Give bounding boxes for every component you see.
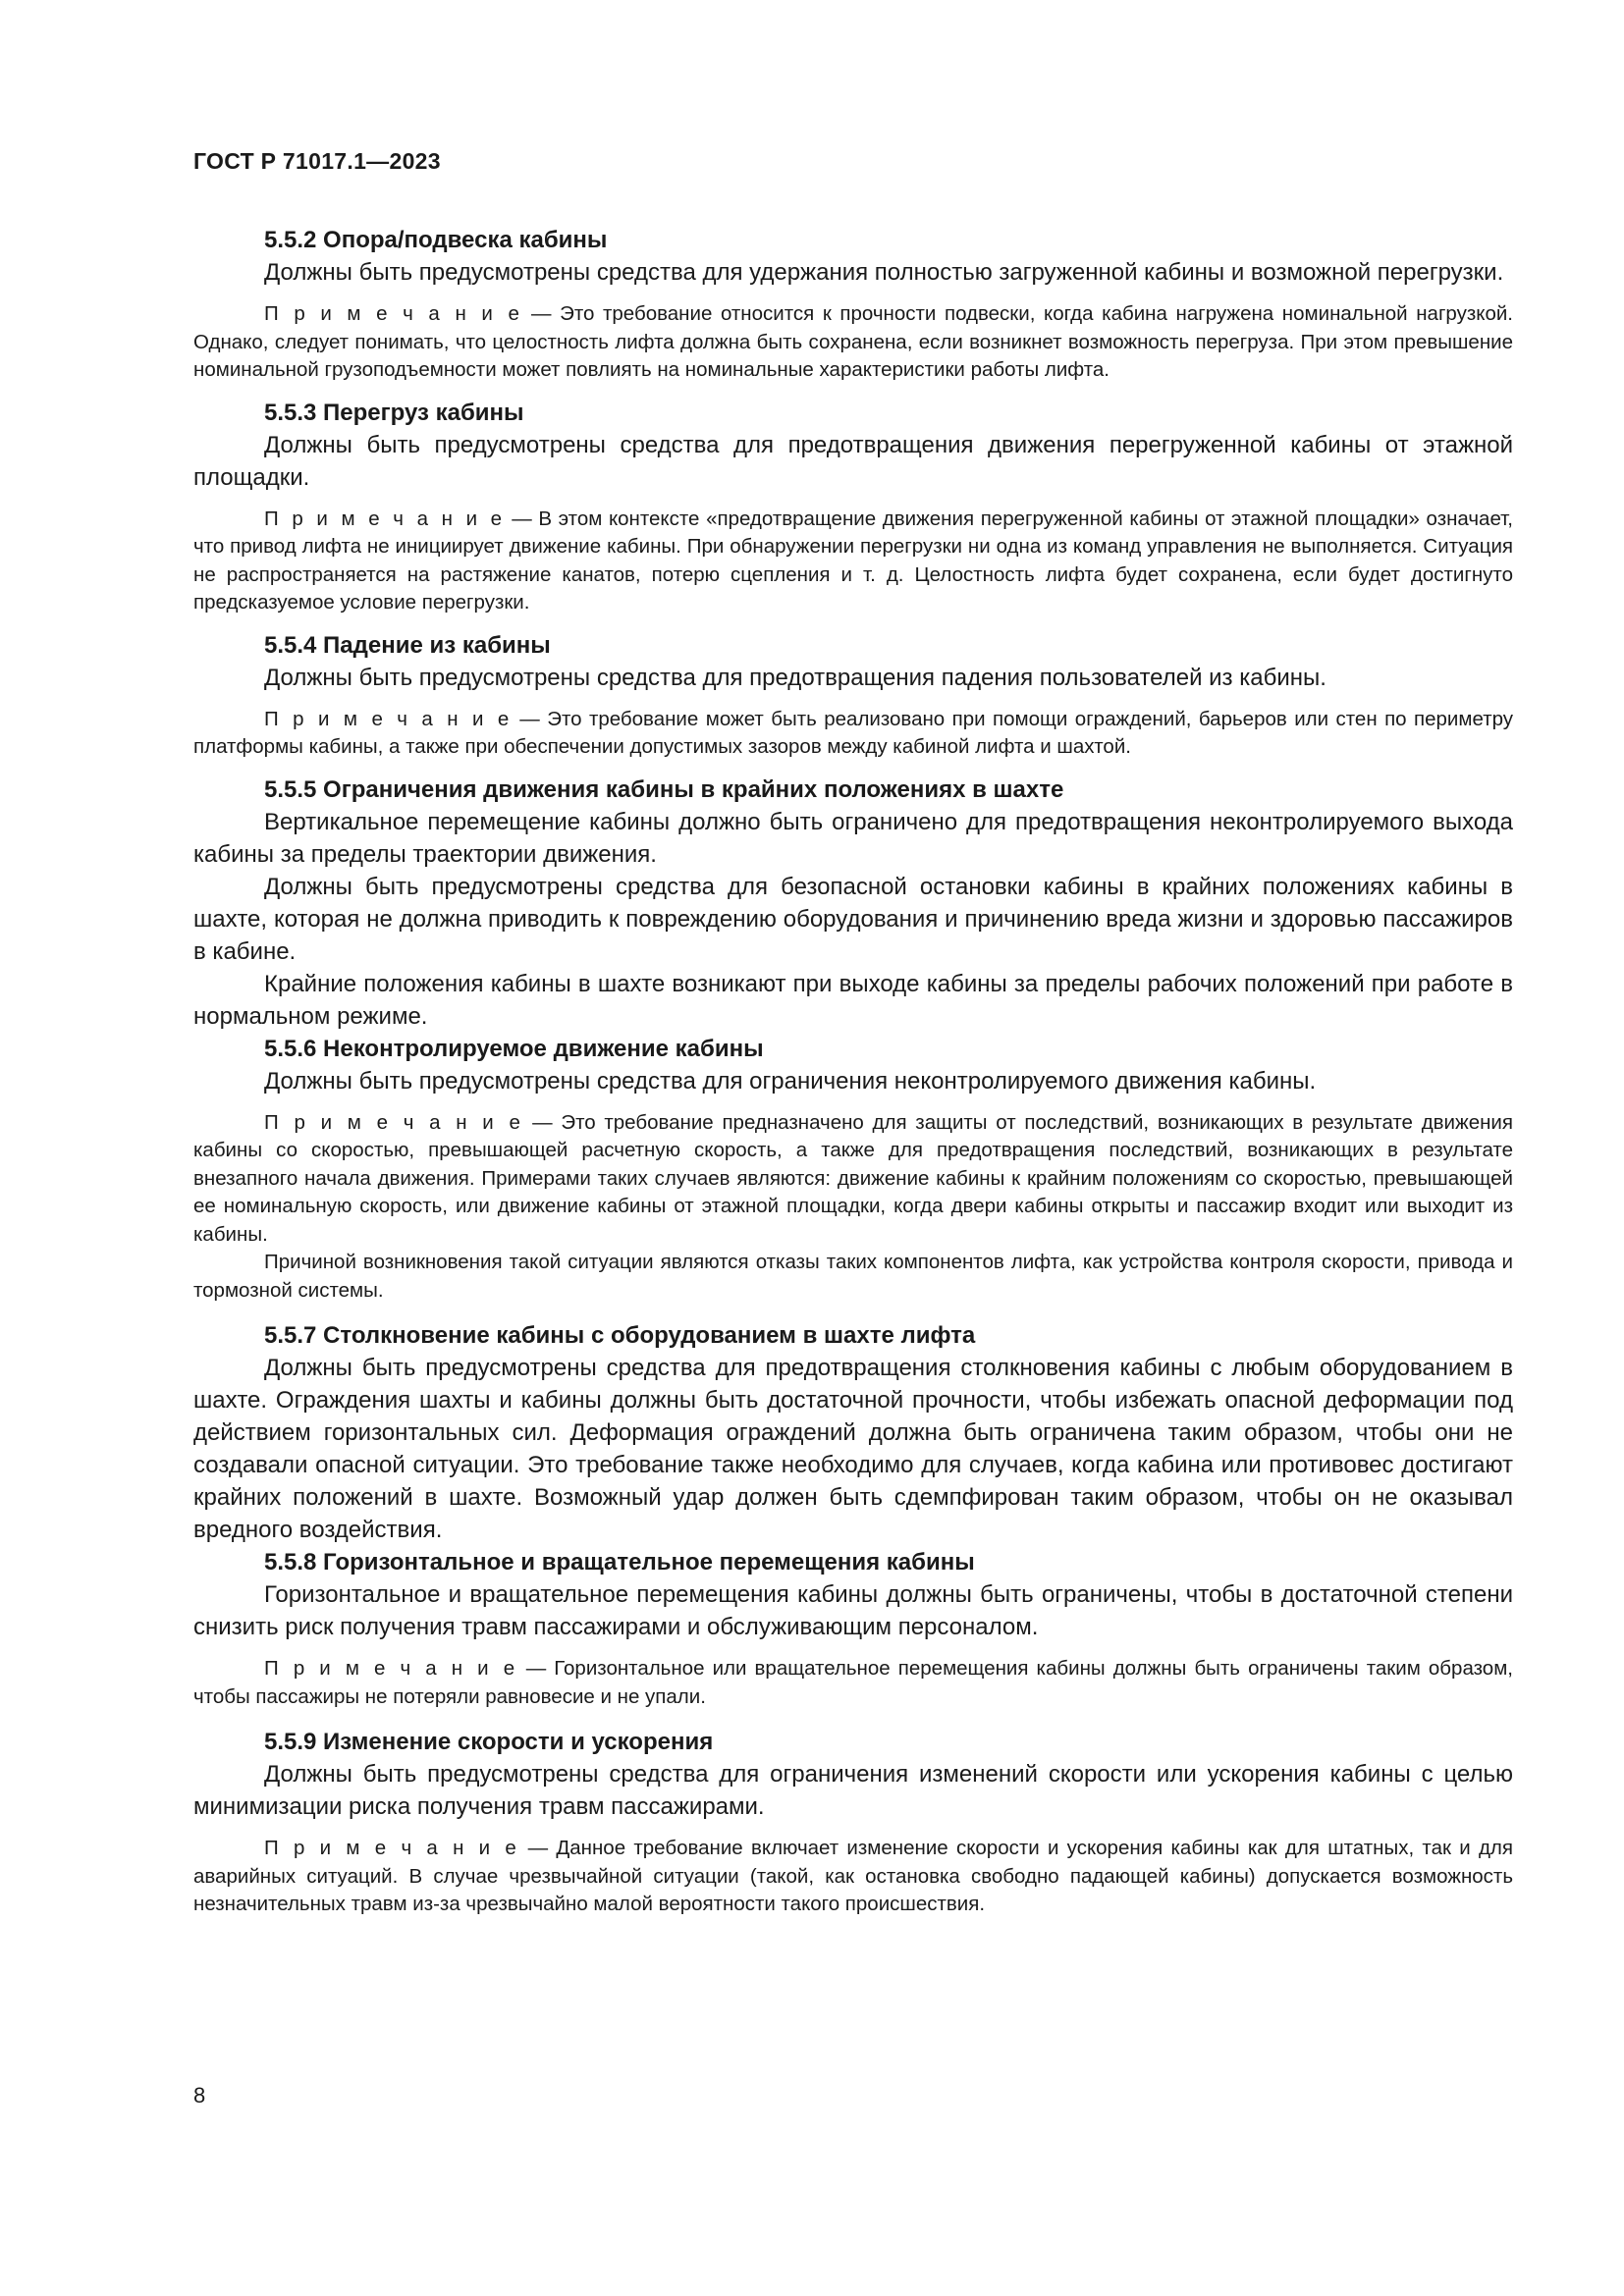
note-label: П р и м е ч а н и е <box>264 707 513 730</box>
section-note-continuation: Причиной возникновения такой ситуации являются отказы таких компонентов лифта, как устройства контроля скорости, привода и тормозной системы. <box>193 1251 1513 1302</box>
section-title-5-5-5: 5.5.5 Ограничения движения кабины в крайних положениях в шахте <box>264 775 1064 803</box>
section-title-5-5-6: 5.5.6 Неконтролируемое движение кабины <box>264 1035 764 1062</box>
note-text: — В этом контексте «предотвращение движения перегруженной кабины от этажной площадки» означает, что привод лифта не инициирует движение кабины. При обнаружении перегрузки ни одна из команд управления не выполняется. Ситуация не распространяется на растяжение канатов, потерю сцепления и т. д. Целостность лифта будет сохранена, если будет достигнуто предсказуемое условие перегрузки. <box>193 507 1513 614</box>
section-paragraph: Должны быть предусмотрены средства для ограничения изменений скорости или ускорения кабины с целью минимизации риска получения травм пассажирами. <box>193 1761 1513 1820</box>
section-title-5-5-9: 5.5.9 Изменение скорости и ускорения <box>264 1729 714 1755</box>
section-paragraph: Вертикальное перемещение кабины должно быть ограничено для предотвращения неконтролируемого выхода кабины за пределы траектории движения. <box>193 808 1513 868</box>
note-text: — Это требование предназначено для защиты от последствий, возникающих в результате движения кабины со скоростью, превышающей расчетную скорость, а также для предотвращения последствий, возникающих в результате внезапного начала движения. Примерами таких случаев являются: движение кабины к крайним положениям со скоростью, превышающей ее номинальную скорость, или движение кабины от этажной площадки, когда двери кабины открыты и пассажир входит или выходит из кабины. <box>193 1110 1513 1246</box>
section-paragraph: Должны быть предусмотрены средства для удержания полностью загруженной кабины и возможной перегрузки. <box>264 259 1504 286</box>
section-paragraph: Должны быть предусмотрены средства для безопасной остановки кабины в крайних положениях кабины в шахте, которая не должна приводить к повреждению оборудования и причинению вреда жизни и здоровью пассажиров в кабине. <box>193 873 1513 965</box>
note-text: — Это требование относится к прочности подвески, когда кабина нагружена номинальной нагрузкой. Однако, следует понимать, что целостность лифта должна быть сохранена, если возникнет возможность перегруза. При этом превышение номинальной грузоподъемности может повлиять на номинальные характеристики работы лифта. <box>193 302 1513 381</box>
section-paragraph: Должны быть предусмотрены средства для ограничения неконтролируемого движения кабины. <box>264 1067 1317 1095</box>
section-title-5-5-7: 5.5.7 Столкновение кабины с оборудованием в шахте лифта <box>264 1322 976 1349</box>
section-paragraph: Горизонтальное и вращательное перемещения кабины должны быть ограничены, чтобы в достаточной степени снизить риск получения травм пассажирами и обслуживающим персоналом. <box>193 1581 1513 1640</box>
document-body <box>193 224 1513 1919</box>
section-paragraph: Должны быть предусмотрены средства для предотвращения движения перегруженной кабины от этажной площадки. <box>193 431 1513 491</box>
section-title-5-5-3: 5.5.3 Перегруз кабины <box>264 399 524 426</box>
section-note <box>193 1655 1513 1711</box>
section-title-5-5-2: 5.5.2 Опора/подвеска кабины <box>264 227 608 253</box>
note-text: — Это требование может быть реализовано при помощи ограждений, барьеров или стен по периметру платформы кабины, а также при обеспечении допустимых зазоров между кабиной лифта и шахтой. <box>193 707 1513 758</box>
section-title-5-5-4: 5.5.4 Падение из кабины <box>264 631 551 659</box>
note-label: П р и м е ч а н и е <box>264 507 506 530</box>
note-label: П р и м е ч а н и е <box>264 1657 518 1680</box>
section-note <box>193 1835 1513 1919</box>
note-text: — Данное требование включает изменение скорости и ускорения кабины как для штатных, так и для аварийных ситуаций. В случае чрезвычайной ситуации (такой, как остановка свободно падающей кабины) допускается возможность незначительных травм из-за чрезвычайно малой вероятности такого происшествия. <box>193 1837 1513 1915</box>
page-number: 8 <box>193 2083 206 2108</box>
note-label: П р и м е ч а н и е <box>264 302 523 325</box>
section-note <box>193 506 1513 617</box>
section-note <box>193 1109 1513 1250</box>
document-code-header: ГОСТ Р 71017.1—2023 <box>193 148 441 174</box>
note-text: — Горизонтальное или вращательное перемещения кабины должны быть ограничены таким образом, чтобы пассажиры не потеряли равновесие и не упали. <box>193 1657 1513 1708</box>
section-title-5-5-8: 5.5.8 Горизонтальное и вращательное перемещения кабины <box>264 1549 975 1575</box>
section-paragraph: Крайние положения кабины в шахте возникают при выходе кабины за пределы рабочих положений при работе в нормальном режиме. <box>193 970 1513 1030</box>
section-note <box>193 300 1513 385</box>
section-paragraph: Должны быть предусмотрены средства для предотвращения падения пользователей из кабины. <box>264 664 1326 691</box>
section-note <box>193 706 1513 762</box>
section-paragraph: Должны быть предусмотрены средства для предотвращения столкновения кабины с любым оборудованием в шахте. Ограждения шахты и кабины должны быть достаточной прочности, чтобы избежать опасной деформации под действием горизонтальных сил. Деформация ограждений должна быть ограничена таким образом, чтобы они не создавали опасной ситуации. Это требование также необходимо для случаев, когда кабина или противовес достигают крайних положений в шахте. Возможный удар должен быть сдемпфирован таким образом, чтобы он не оказывал вредного воздействия. <box>193 1355 1513 1543</box>
note-label: П р и м е ч а н и е <box>264 1110 524 1134</box>
note-label: П р и м е ч а н и е <box>264 1837 520 1859</box>
